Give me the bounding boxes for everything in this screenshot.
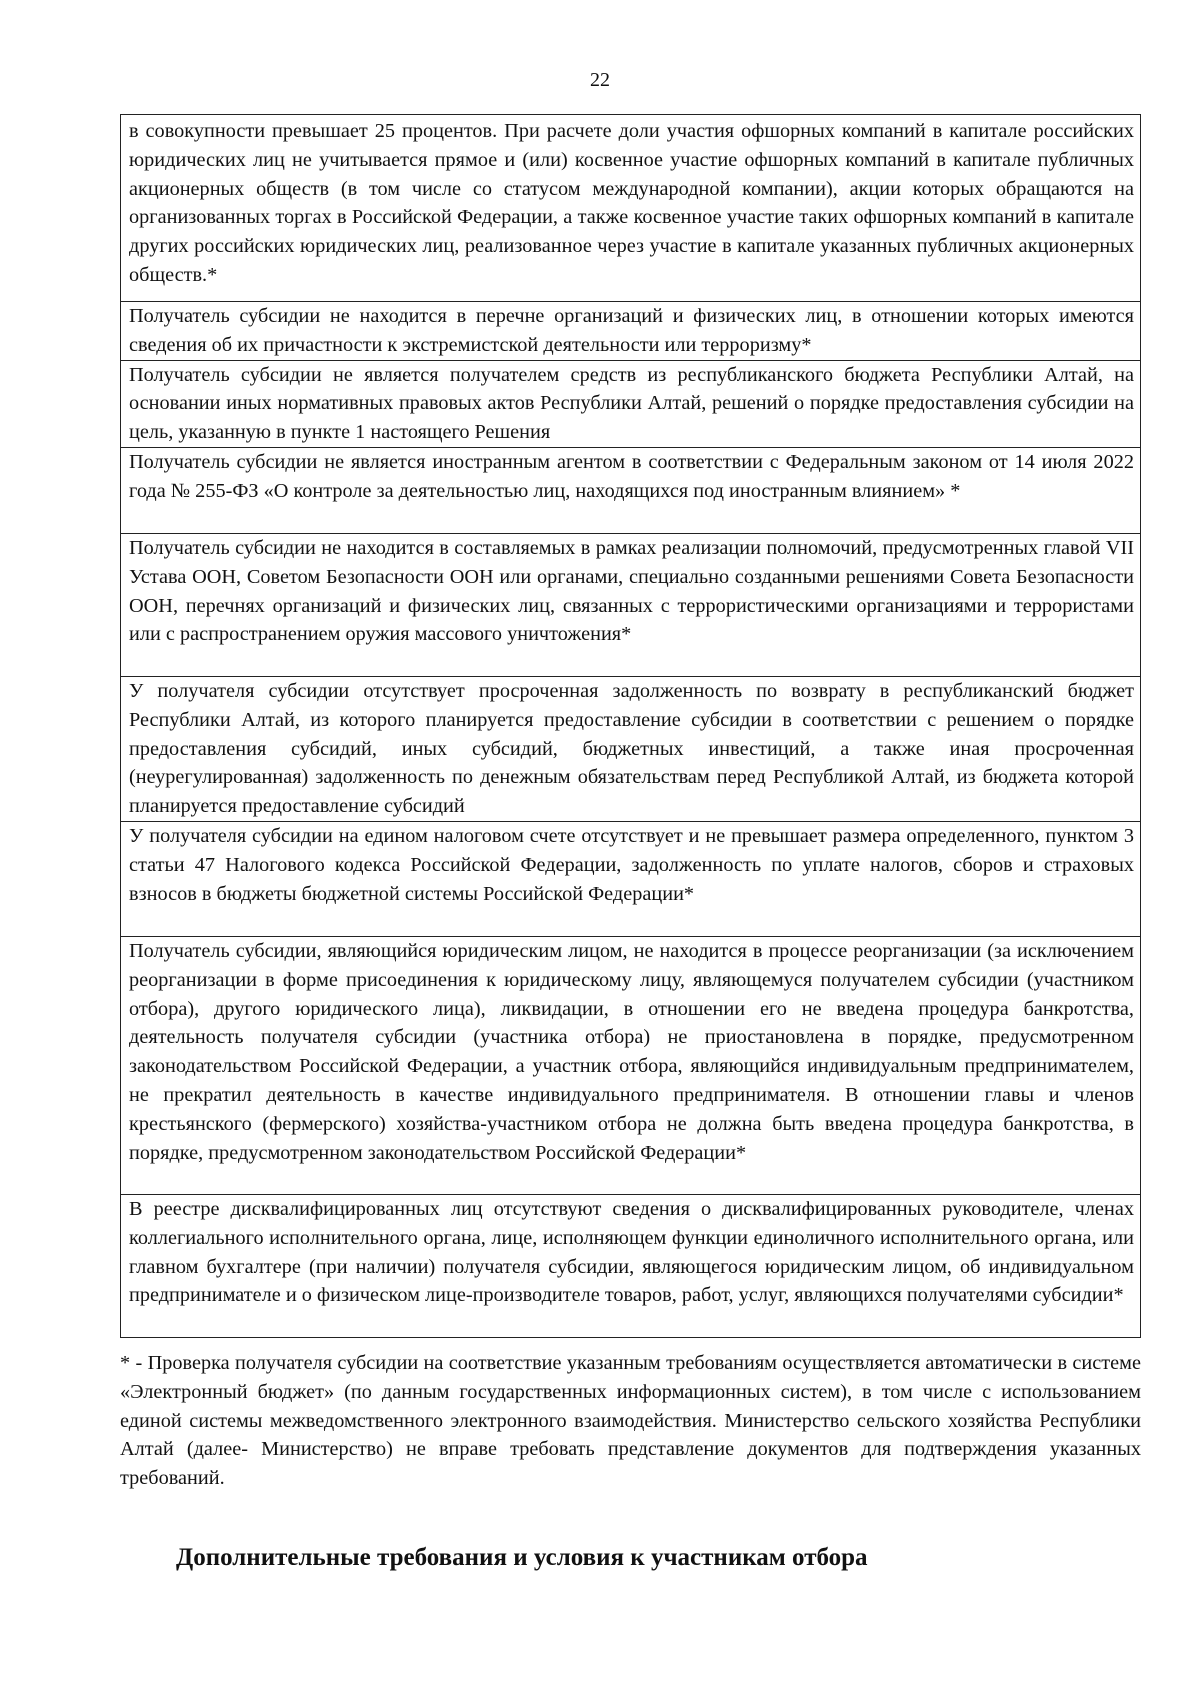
section-heading: Дополнительные требования и условия к участникам отбора <box>176 1544 868 1571</box>
table-row <box>121 936 1141 1194</box>
requirement-cell: Получатель субсидии не находится в перечне организаций и физических лиц, в отношении которых имеются сведения об их причастности к экстремистской деятельности или терроризму* <box>121 302 1141 361</box>
table-row <box>121 447 1141 533</box>
table-row <box>121 302 1141 361</box>
requirement-cell: Получатель субсидии, являющийся юридическим лицом, не находится в процессе реорганизации (за исключением реорганизации в форме присоединения к юридическому лицу, являющемуся получателем субсидии (участником отбора), другого юридического лица), ликвидации, в отношении его не введена процедура банкротства, деятельность получателя субсидии (участника отбора) не приостановлена в порядке, предусмотренном законодательством Российской Федерации, а участник отбора, являющийся индивидуальным предпринимателем, не прекратил деятельность в качестве индивидуального предпринимателя. В отношении главы и членов крестьянского (фермерского) хозяйства-участником отбора не должна быть введена процедура банкротства, в порядке, предусмотренном законодательством Российской Федерации* <box>121 936 1141 1194</box>
footnote: * - Проверка получателя субсидии на соответствие указанным требованиям осуществляется автоматически в системе «Электронный бюджет» (по данным государственных информационных систем), в том числе с использованием единой системы межведомственного электронного взаимодействия. Министерство сельского хозяйства Республики Алтай (далее- Министерство) не вправе требовать представление документов для подтверждения указанных требований. <box>120 1352 1141 1490</box>
requirement-cell: Получатель субсидии не является иностранным агентом в соответствии с Федеральным законом от 14 июля 2022 года № 255-ФЗ «О контроле за деятельностью лиц, находящихся под иностранным влиянием» * <box>121 447 1141 533</box>
requirement-cell: в совокупности превышает 25 процентов. При расчете доли участия офшорных компаний в капитале российских юридических лиц не учитывается прямое и (или) косвенное участие офшорных компаний в капитале публичных акционерных обществ (в том числе со статусом международной компании), акции которых обращаются на организованных торгах в Российской Федерации, а также косвенное участие таких офшорных компаний в капитале других российских юридических лиц, реализованное через участие в капитале указанных публичных акционерных обществ.* <box>121 115 1141 302</box>
requirement-cell: В реестре дисквалифицированных лиц отсутствуют сведения о дисквалифицированных руководителе, членах коллегиального исполнительного органа, лице, исполняющем функции единоличного исполнительного органа, или главном бухгалтере (при наличии) получателя субсидии, являющегося юридическим лицом, об индивидуальном предпринимателе и о физическом лице-производителе товаров, работ, услуг, являющихся получателями субсидии* <box>121 1194 1141 1337</box>
requirement-cell: Получатель субсидии не является получателем средств из республиканского бюджета Республики Алтай, на основании иных нормативных правовых актов Республики Алтай, решений о порядке предоставления субсидии на цель, указанную в пункте 1 настоящего Решения <box>121 360 1141 447</box>
requirement-cell: Получатель субсидии не находится в составляемых в рамках реализации полномочий, предусмотренных главой VII Устава ООН, Советом Безопасности ООН или органами, специально созданными решениями Совета Безопасности ООН, перечнях организаций и физических лиц, связанных с террористическими организациями и террористами или с распространением оружия массового уничтожения* <box>121 533 1141 676</box>
table-row <box>121 533 1141 676</box>
table-row <box>121 676 1141 821</box>
table-row <box>121 115 1141 302</box>
page-number: 22 <box>590 69 610 91</box>
table-row <box>121 360 1141 447</box>
requirements-table <box>120 114 1141 1338</box>
requirement-cell: У получателя субсидии отсутствует просроченная задолженность по возврату в республиканский бюджет Республики Алтай, из которого планируется предоставление субсидии в соответствии с решением о порядке предоставления субсидий, иных субсидий, бюджетных инвестиций, а также иная просроченная (неурегулированная) задолженность по денежным обязательствам перед Республикой Алтай, из бюджета которой планируется предоставление субсидий <box>121 676 1141 821</box>
table-row <box>121 821 1141 936</box>
table-row <box>121 1194 1141 1337</box>
requirement-cell: У получателя субсидии на едином налоговом счете отсутствует и не превышает размера определенного, пунктом 3 статьи 47 Налогового кодекса Российской Федерации, задолженность по уплате налогов, сборов и страховых взносов в бюджеты бюджетной системы Российской Федерации* <box>121 821 1141 936</box>
